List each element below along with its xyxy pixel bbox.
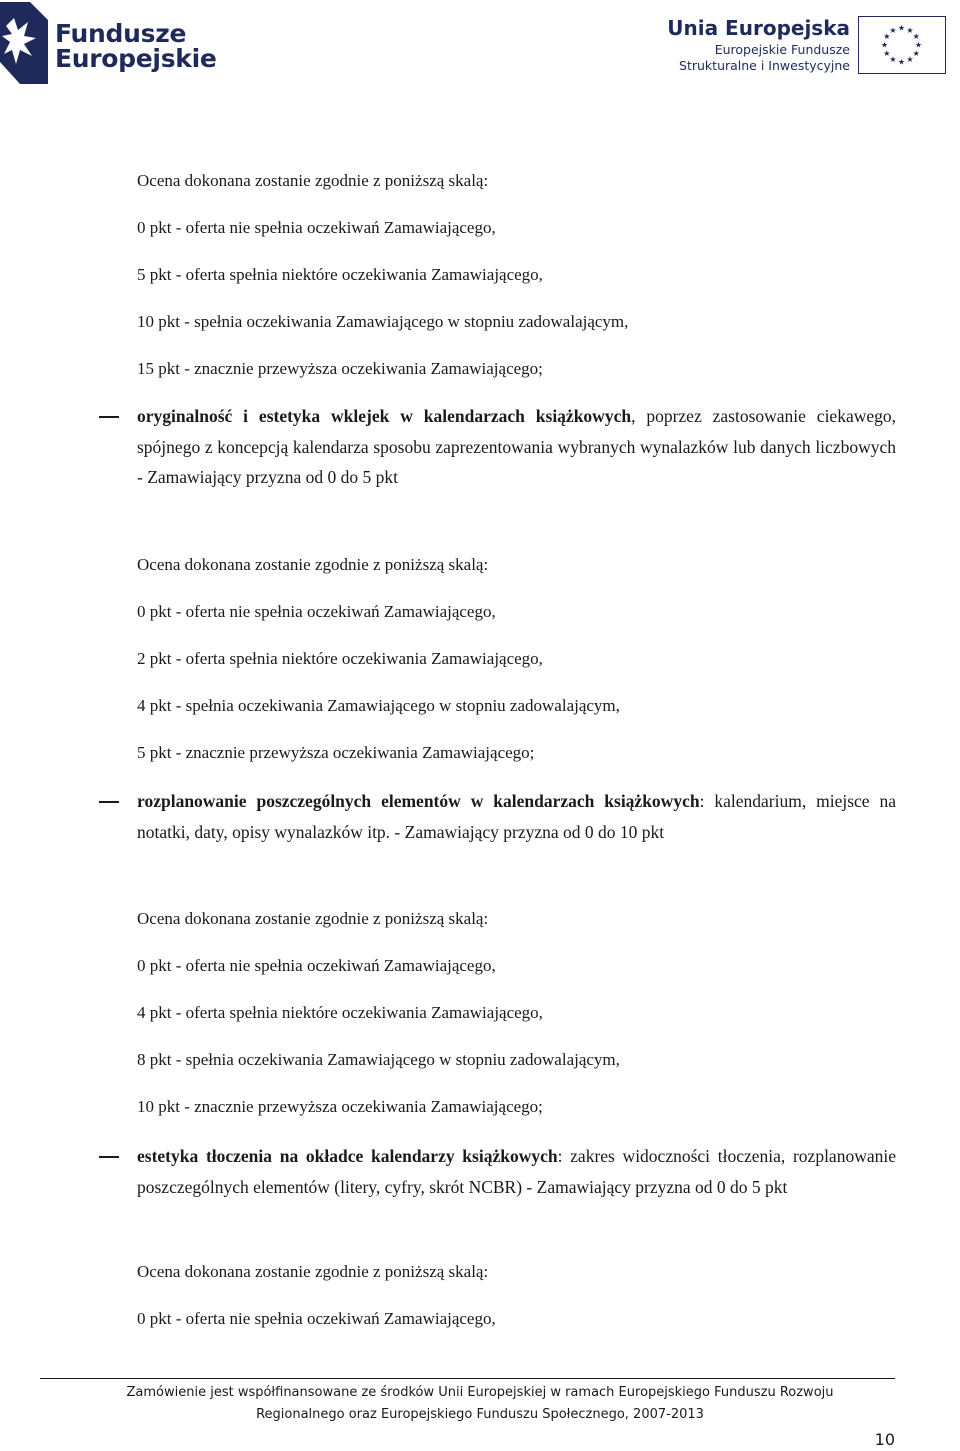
criterion-title: estetyka tłoczenia na okładce kalendarzy książkowych <box>137 1146 558 1166</box>
criterion-paragraph <box>137 786 896 847</box>
star-icon: ★ <box>897 57 906 67</box>
scale-heading-4: Ocena dokonana zostanie zgodnie z poniższą skalą: <box>137 1262 489 1281</box>
scale-item: 10 pkt - znacznie przewyższa oczekiwania Zamawiającego; <box>137 1097 543 1116</box>
star-icon: ★ <box>912 49 920 58</box>
scale-item: 0 pkt - oferta nie spełnia oczekiwań Zamawiającego, <box>137 956 496 975</box>
bullet-dash <box>99 1156 119 1158</box>
logo-line-2: Europejskie <box>55 44 217 73</box>
eu-flag-icon <box>858 16 946 74</box>
criterion-description: , poprzez zastosowanie ciekawego, spójnego z koncepcją kalendarza sposobu zaprezentowania wybranych wynalazków lub danych liczbowych - Zamawiający przyzna od 0 do 5 pkt <box>137 406 896 487</box>
footer-line-1: Zamówienie jest współfinansowane ze środków Unii Europejskiej w ramach Europejskiego Funduszu Rozwoju <box>126 1385 834 1400</box>
criterion-description: : zakres widoczności tłoczenia, rozplanowanie poszczególnych elementów (litery, cyfry, skrót NCBR) - Zamawiający przyzna od 0 do 5 pkt <box>137 1146 896 1197</box>
unia-europejska-logo <box>640 0 960 86</box>
star-icon: ★ <box>906 25 914 35</box>
star-icon: ★ <box>914 40 923 50</box>
scale-item: 8 pkt - spełnia oczekiwania Zamawiającego w stopniu zadowalającym, <box>137 1050 620 1069</box>
scale-item: 5 pkt - oferta spełnia niektóre oczekiwania Zamawiającego, <box>137 265 543 284</box>
fundusze-europejskie-logo <box>0 0 217 86</box>
logo-line-1: Fundusze <box>55 19 187 48</box>
scale-item: 10 pkt - spełnia oczekiwania Zamawiającego w stopniu zadowalającym, <box>137 312 629 331</box>
star-icon: ★ <box>883 32 891 41</box>
bullet-dash <box>99 801 119 803</box>
scale-item: 0 pkt - oferta nie spełnia oczekiwań Zamawiającego, <box>137 602 496 621</box>
scale-item: 0 pkt - oferta nie spełnia oczekiwań Zamawiającego, <box>137 218 496 237</box>
criterion-description: : kalendarium, miejsce na notatki, daty, opisy wynalazków itp. - Zamawiający przyzna od 0 do 10 pkt <box>137 791 896 842</box>
star-icon: ★ <box>906 55 914 65</box>
star-icon: ★ <box>897 23 906 33</box>
footer-divider <box>40 1378 895 1379</box>
star-icon: ★ <box>880 40 889 50</box>
criterion-title: oryginalność i estetyka wklejek w kalendarzach książkowych <box>137 406 632 426</box>
footer-line-2: Regionalnego oraz Europejskiego Funduszu Społecznego, 2007-2013 <box>256 1407 704 1422</box>
scale-item: 2 pkt - oferta spełnia niektóre oczekiwania Zamawiającego, <box>137 649 543 668</box>
ue-subtitle-1: Europejskie Fundusze <box>714 42 850 57</box>
ue-subtitle-2: Strukturalne i Inwestycyjne <box>679 58 850 73</box>
scale-heading-2: Ocena dokonana zostanie zgodnie z poniższą skalą: <box>137 555 489 574</box>
scale-item: 5 pkt - znacznie przewyższa oczekiwania Zamawiającego; <box>137 743 535 762</box>
scale-item: 15 pkt - znacznie przewyższa oczekiwania Zamawiającego; <box>137 359 543 378</box>
star-icon: ★ <box>889 55 897 65</box>
criterion-title: rozplanowanie poszczególnych elementów w kalendarzach książkowych <box>137 791 700 811</box>
criterion-paragraph <box>137 401 896 493</box>
star-icon: ★ <box>889 25 897 35</box>
scale-item: 0 pkt - oferta nie spełnia oczekiwań Zamawiającego, <box>137 1309 496 1328</box>
scale-item: 4 pkt - oferta spełnia niektóre oczekiwania Zamawiającego, <box>137 1003 543 1022</box>
page-number: 10 <box>874 1430 895 1449</box>
star-icon: ★ <box>912 32 920 41</box>
scale-item: 4 pkt - spełnia oczekiwania Zamawiającego w stopniu zadowalającym, <box>137 696 620 715</box>
star-icon: ★ <box>883 49 891 58</box>
scale-heading-1: Ocena dokonana zostanie zgodnie z poniższą skalą: <box>137 171 489 190</box>
scale-heading-3: Ocena dokonana zostanie zgodnie z poniższą skalą: <box>137 909 489 928</box>
ue-title: Unia Europejska <box>667 16 850 40</box>
bullet-dash <box>99 416 119 418</box>
fundusze-europejskie-logo-icon <box>0 0 50 86</box>
criterion-paragraph <box>137 1141 896 1202</box>
